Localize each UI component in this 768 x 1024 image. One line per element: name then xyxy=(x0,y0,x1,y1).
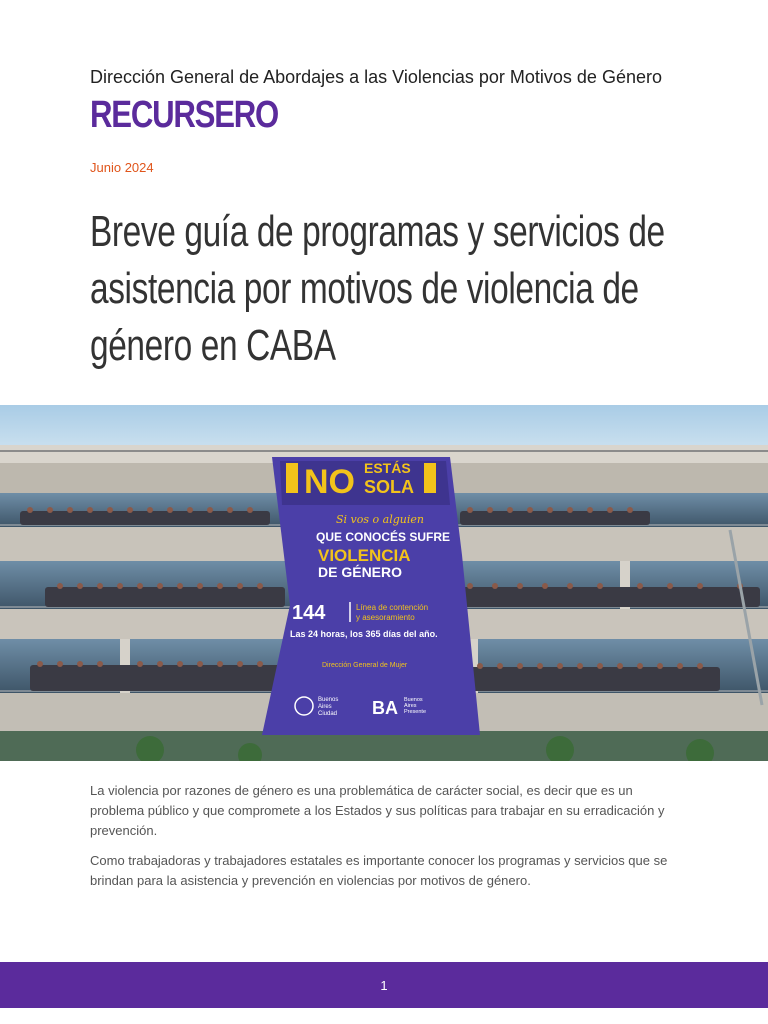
banner-sola: SOLA xyxy=(364,477,415,497)
cover-photo xyxy=(0,405,768,761)
banner-no: NO xyxy=(304,463,355,501)
brand-title: RECURSERO xyxy=(90,94,279,136)
page-footer xyxy=(0,962,768,1008)
intro-paragraph-1: La violencia por razones de género es una problemática de carácter social, es decir que es un problema público y que compromete a los Estados y sus políticas para trabajar en su erradicación y prevención. xyxy=(90,783,665,838)
logo2-mark: BA xyxy=(372,698,398,718)
banner-number-desc1: Línea de contención xyxy=(356,603,429,612)
banner-estas: ESTÁS xyxy=(364,460,411,476)
intro-text xyxy=(90,781,690,901)
document-title: Breve guía de programas y servicios de asistencia por motivos de violencia de género en CABA xyxy=(90,207,665,370)
logo1-c: Ciudad xyxy=(318,711,338,717)
page-number: 1 xyxy=(380,977,388,993)
banner-line1: Si vos o alguien xyxy=(336,513,424,526)
banner-line4: DE GÉNERO xyxy=(318,564,403,580)
intro-paragraph-2: Como trabajadoras y trabajadores estatales es importante conocer los programas y servicios que se brindan para la asistencia y prevención en violencias por motivos de género. xyxy=(90,853,668,888)
banner-org: Dirección General de Mujer xyxy=(322,662,408,669)
banner-number: 144 xyxy=(292,602,326,624)
logo2-a: Buenos xyxy=(404,697,423,703)
banner-number-desc2: y asesoramiento xyxy=(356,613,415,622)
banner xyxy=(262,457,480,735)
logo2-c: Presente xyxy=(404,709,427,715)
banner-line2: QUE CONOCÉS SUFRE xyxy=(316,530,451,544)
logo1-b: Aires xyxy=(318,704,332,710)
logo1-a: Buenos xyxy=(318,697,339,703)
publication-date: Junio 2024 xyxy=(90,160,154,175)
logo2-b: Aires xyxy=(404,703,417,709)
banner-hours: Las 24 horas, los 365 días del año. xyxy=(290,629,438,639)
organization-name: Dirección General de Abordajes a las Violencias por Motivos de Género xyxy=(90,67,662,87)
banner-line3: VIOLENCIA xyxy=(318,546,411,565)
